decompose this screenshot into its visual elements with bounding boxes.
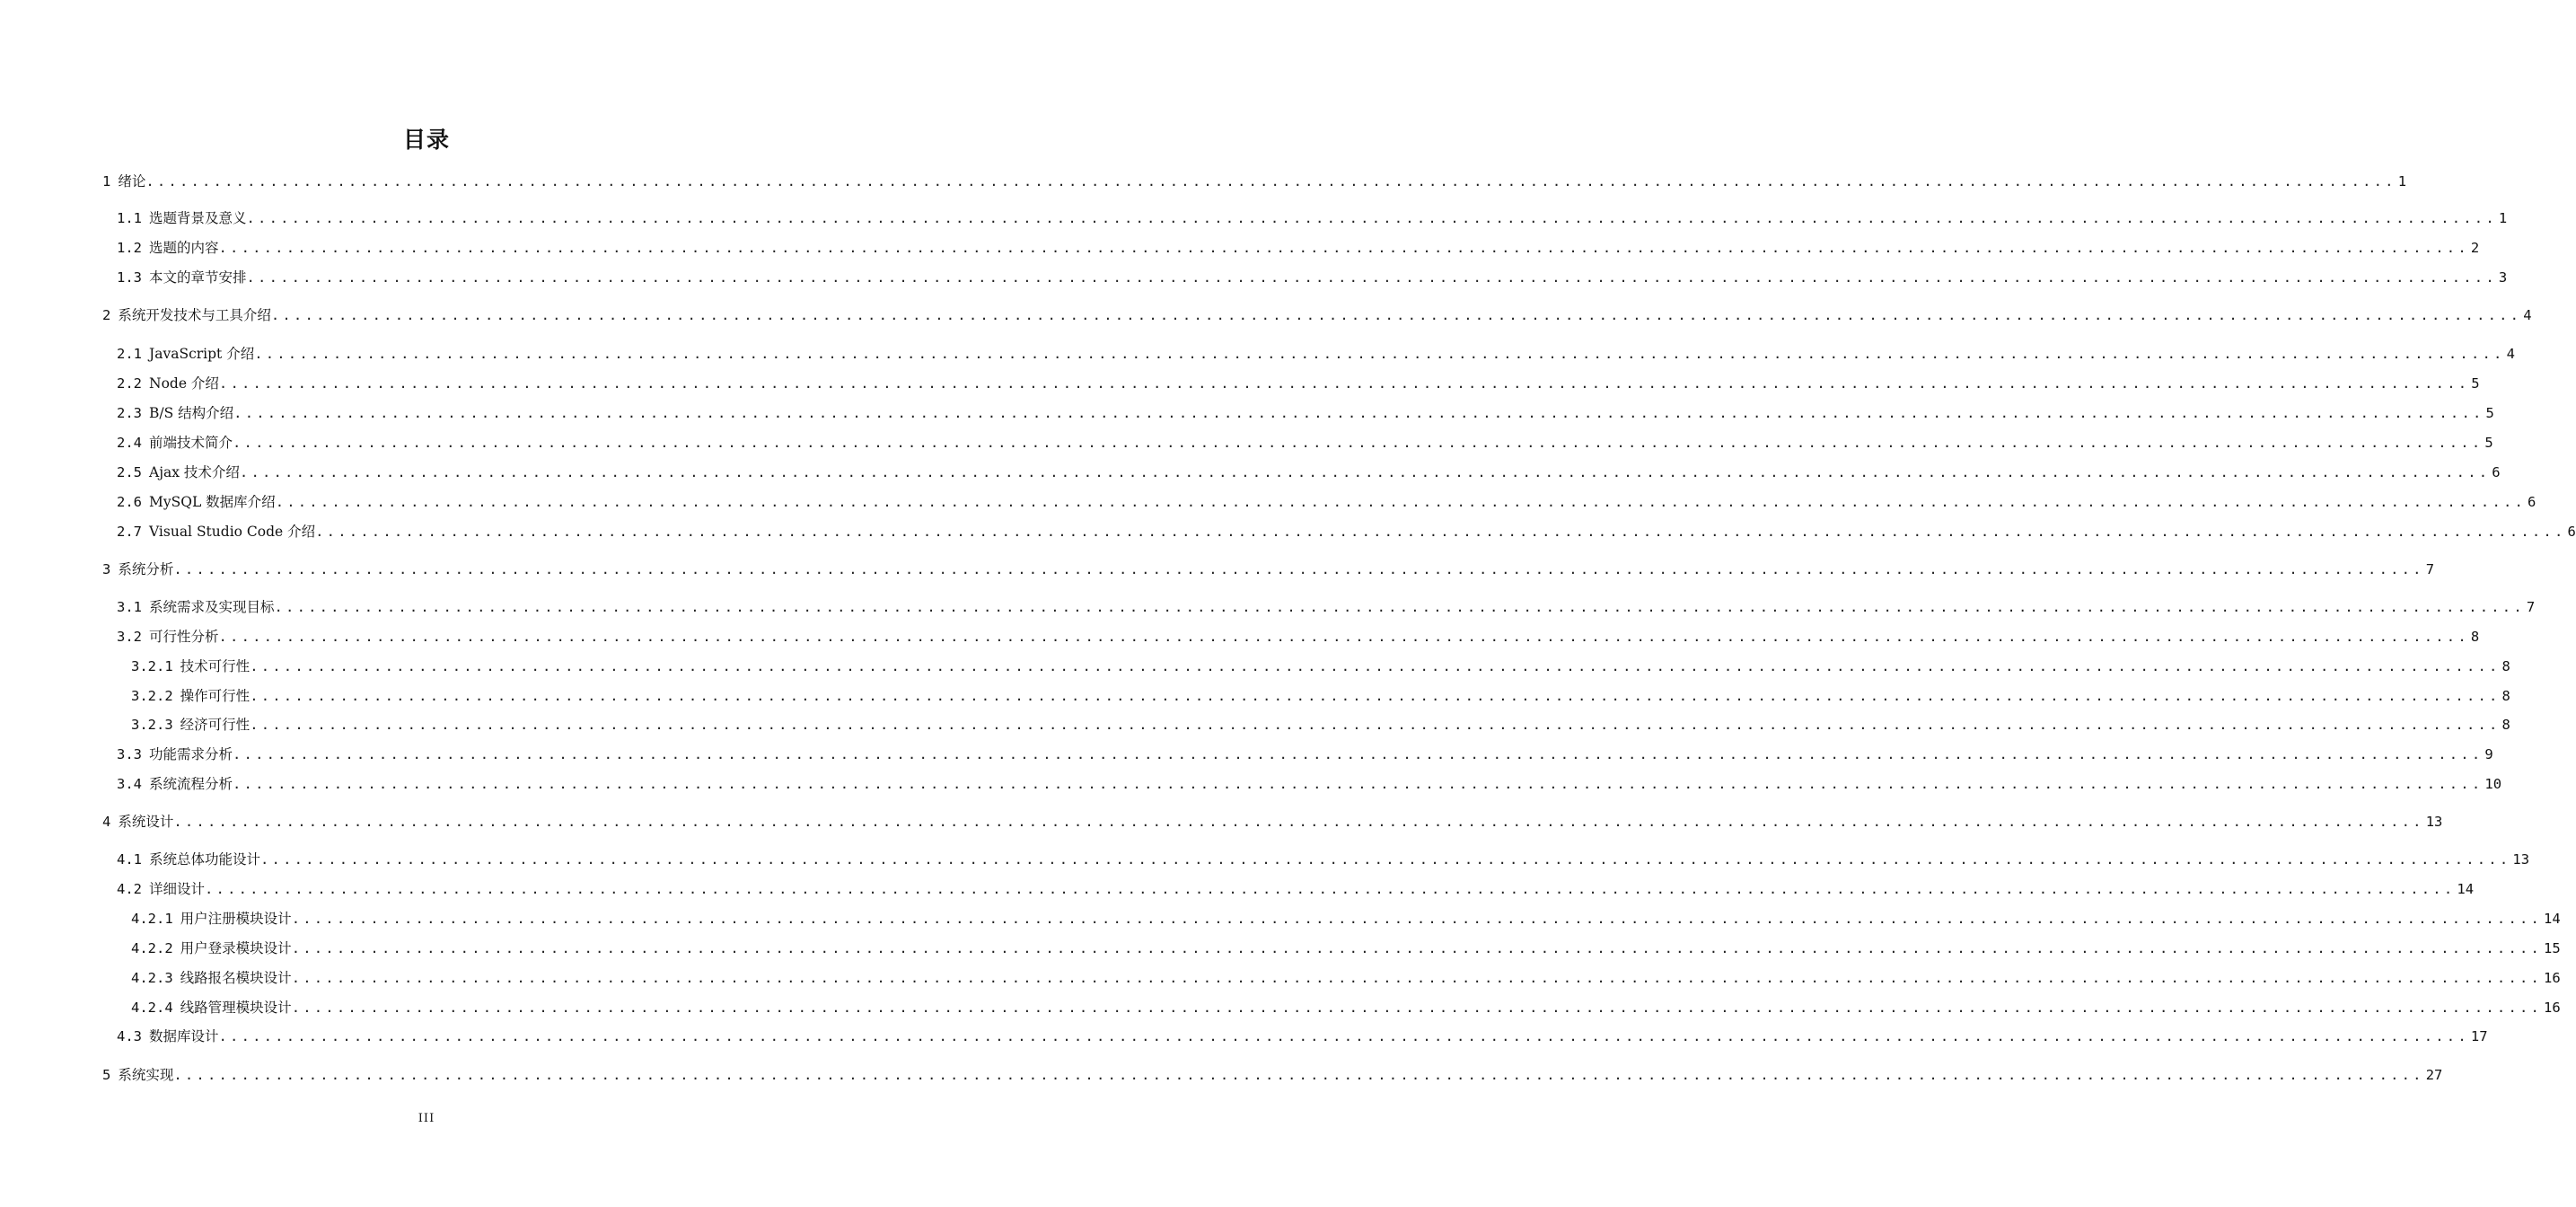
toc-leader-dots: ........................................................................................................................................................................................................ bbox=[173, 1067, 2424, 1083]
toc-leader-dots: ........................................................................................................................................................................................................ bbox=[246, 269, 2497, 286]
toc-leader-dots: ........................................................................................................................................................................................................ bbox=[145, 173, 2396, 189]
toc-entry[interactable] bbox=[102, 1065, 2443, 1085]
toc-entry-title: 可行性分析 bbox=[149, 629, 219, 645]
toc-entry-page: 16 bbox=[2544, 970, 2561, 986]
toc-entry-number: 4.2.2 bbox=[131, 940, 173, 956]
toc-entry-title: B/S 结构介绍 bbox=[149, 405, 234, 421]
toc-entry-page: 5 bbox=[2471, 375, 2480, 392]
toc-entry-page: 27 bbox=[2425, 1067, 2443, 1083]
toc-entry[interactable] bbox=[131, 909, 2561, 929]
toc-entry-title: Ajax 技术介绍 bbox=[149, 464, 240, 480]
toc-entry[interactable] bbox=[131, 938, 2561, 958]
toc-entry-page: 8 bbox=[2501, 717, 2510, 733]
toc-entry-title: 绪论 bbox=[118, 173, 146, 189]
toc-entry-title: Node 介绍 bbox=[149, 375, 219, 392]
toc-entry-page: 6 bbox=[2528, 494, 2536, 510]
toc-leader-dots: ........................................................................................................................................................................................................ bbox=[218, 629, 2469, 645]
toc-leader-dots: ........................................................................................................................................................................................................ bbox=[218, 1028, 2469, 1044]
toc-entry-page: 3 bbox=[2498, 269, 2508, 286]
toc-leader-dots: ........................................................................................................................................................................................................ bbox=[233, 405, 2484, 421]
toc-leader-dots: ........................................................................................................................................................................................................ bbox=[291, 1000, 2543, 1016]
toc-entry[interactable] bbox=[117, 238, 2480, 258]
toc-entry-page: 6 bbox=[2567, 524, 2576, 540]
toc-leader-dots: ........................................................................................................................................................................................................ bbox=[260, 851, 2511, 868]
toc-entry-title: Visual Studio Code 介绍 bbox=[149, 524, 316, 540]
toc-entry-number: 3.2 bbox=[117, 629, 142, 645]
toc-entry-title: 本文的章节安排 bbox=[149, 269, 247, 286]
toc-leader-dots: ........................................................................................................................................................................................................ bbox=[275, 494, 2527, 510]
toc-leader-dots: ........................................................................................................................................................................................................ bbox=[250, 688, 2501, 704]
toc-entry-title: 用户注册模块设计 bbox=[180, 911, 292, 927]
toc-entry-page: 17 bbox=[2470, 1028, 2488, 1044]
toc-entry-page: 9 bbox=[2484, 746, 2493, 762]
toc-entry[interactable] bbox=[117, 879, 2475, 899]
toc-entry[interactable] bbox=[131, 686, 2510, 706]
toc-entry[interactable] bbox=[117, 492, 2536, 512]
toc-entry[interactable] bbox=[117, 627, 2480, 647]
toc-entry-page: 5 bbox=[2484, 435, 2493, 451]
toc-entry-page: 4 bbox=[2506, 346, 2515, 362]
toc-entry-page: 7 bbox=[2526, 599, 2536, 615]
toc-entry[interactable] bbox=[131, 656, 2510, 676]
toc-entry-title: JavaScript 介绍 bbox=[149, 346, 255, 362]
toc-entry-number: 4.1 bbox=[117, 851, 142, 868]
toc-entry-title: 系统需求及实现目标 bbox=[149, 599, 275, 615]
toc-entry[interactable] bbox=[117, 403, 2494, 423]
toc-entry-page: 16 bbox=[2544, 1000, 2561, 1016]
toc-entry-number: 2.6 bbox=[117, 494, 142, 510]
toc-entry-number: 3.3 bbox=[117, 746, 142, 762]
toc-entry-number: 2.1 bbox=[117, 346, 142, 362]
toc-entry-number: 1.2 bbox=[117, 240, 142, 256]
toc-entry-number: 1.3 bbox=[117, 269, 142, 286]
toc-entry[interactable] bbox=[131, 998, 2561, 1018]
toc-entry-title: 系统设计 bbox=[118, 814, 174, 830]
toc-entry-page: 15 bbox=[2544, 940, 2561, 956]
toc-entry-number: 4.3 bbox=[117, 1028, 142, 1044]
toc-entry-title: 系统流程分析 bbox=[149, 776, 233, 792]
toc-leader-dots: ........................................................................................................................................................................................................ bbox=[250, 658, 2501, 674]
toc-entry-title: MySQL 数据库介绍 bbox=[149, 494, 276, 510]
toc-entry-number: 1.1 bbox=[117, 210, 142, 226]
toc-entry[interactable] bbox=[102, 172, 2407, 191]
toc-entry-number: 3.2.2 bbox=[131, 688, 173, 704]
toc-entry-number: 3.4 bbox=[117, 776, 142, 792]
toc-entry-number: 3.1 bbox=[117, 599, 142, 615]
toc-entry-title: 系统分析 bbox=[118, 561, 174, 577]
toc-entry[interactable] bbox=[131, 968, 2561, 988]
toc-leader-dots: ........................................................................................................................................................................................................ bbox=[218, 240, 2469, 256]
toc-leader-dots: ........................................................................................................................................................................................................ bbox=[205, 881, 2456, 897]
toc-leader-dots: ........................................................................................................................................................................................................ bbox=[173, 561, 2424, 577]
toc-leader-dots: ........................................................................................................................................................................................................ bbox=[239, 464, 2491, 480]
toc-entry-number: 4 bbox=[102, 814, 111, 830]
toc-entry[interactable] bbox=[117, 433, 2493, 453]
toc-entry-title: 线路报名模块设计 bbox=[180, 970, 292, 986]
toc-entry-number: 4.2 bbox=[117, 881, 142, 897]
toc-entry-title: 用户登录模块设计 bbox=[180, 940, 292, 956]
toc-entry-page: 8 bbox=[2470, 629, 2480, 645]
toc-entry-title: 选题背景及意义 bbox=[149, 210, 247, 226]
toc-leader-dots: ........................................................................................................................................................................................................ bbox=[274, 599, 2525, 615]
toc-entry-page: 13 bbox=[2425, 814, 2443, 830]
toc-entry-number: 3 bbox=[102, 561, 111, 577]
toc-entry[interactable] bbox=[117, 522, 2576, 542]
toc-entry-number: 1 bbox=[102, 173, 111, 189]
toc-entry-title: 数据库设计 bbox=[149, 1028, 219, 1044]
toc-entry[interactable] bbox=[117, 208, 2508, 228]
toc-entry[interactable] bbox=[117, 744, 2493, 764]
toc-entry[interactable] bbox=[102, 812, 2443, 832]
toc-entry-page: 10 bbox=[2484, 776, 2502, 792]
toc-entry-title: 选题的内容 bbox=[149, 240, 219, 256]
toc-entry[interactable] bbox=[131, 715, 2510, 735]
toc-entry-title: 功能需求分析 bbox=[149, 746, 233, 762]
toc-entry-title: 操作可行性 bbox=[180, 688, 251, 704]
toc-leader-dots: ........................................................................................................................................................................................................ bbox=[291, 940, 2543, 956]
toc-entry-number: 4.2.4 bbox=[131, 1000, 173, 1016]
toc-leader-dots: ........................................................................................................................................................................................................ bbox=[246, 210, 2497, 226]
toc-entry[interactable] bbox=[117, 344, 2515, 364]
toc-entry[interactable] bbox=[117, 463, 2501, 482]
toc-entry[interactable] bbox=[117, 268, 2508, 287]
toc-entry-title: 技术可行性 bbox=[180, 658, 251, 674]
toc-entry-page: 1 bbox=[2498, 210, 2508, 226]
toc-entry-title: 详细设计 bbox=[149, 881, 206, 897]
toc-entry-page: 5 bbox=[2485, 405, 2494, 421]
toc-entry-number: 2.5 bbox=[117, 464, 142, 480]
toc-entry-page: 2 bbox=[2470, 240, 2480, 256]
toc-entry-number: 5 bbox=[102, 1067, 111, 1083]
toc-leader-dots: ........................................................................................................................................................................................................ bbox=[291, 911, 2543, 927]
toc-leader-dots: ........................................................................................................................................................................................................ bbox=[291, 970, 2543, 986]
toc-entry[interactable] bbox=[117, 850, 2530, 869]
toc-entry-page: 4 bbox=[2523, 307, 2532, 323]
toc-entry-page: 8 bbox=[2501, 658, 2510, 674]
toc-leader-dots: ........................................................................................................................................................................................................ bbox=[254, 346, 2505, 362]
toc-leader-dots: ........................................................................................................................................................................................................ bbox=[250, 717, 2501, 733]
toc-title: 目录 bbox=[402, 127, 450, 153]
toc-entry-number: 2 bbox=[102, 307, 111, 323]
toc-entry[interactable] bbox=[117, 597, 2536, 617]
toc-leader-dots: ........................................................................................................................................................................................................ bbox=[173, 814, 2424, 830]
toc-entry[interactable] bbox=[117, 774, 2502, 794]
toc-entry-page: 13 bbox=[2512, 851, 2530, 868]
toc-entry-page: 1 bbox=[2397, 173, 2407, 189]
toc-entry-number: 2.7 bbox=[117, 524, 142, 540]
toc-leader-dots: ........................................................................................................................................................................................................ bbox=[270, 307, 2522, 323]
toc-entry-page: 6 bbox=[2492, 464, 2501, 480]
toc-entry[interactable] bbox=[117, 1026, 2488, 1046]
toc-entry-page: 14 bbox=[2544, 911, 2561, 927]
toc-leader-dots: ........................................................................................................................................................................................................ bbox=[218, 375, 2470, 392]
toc-entry-number: 4.2.1 bbox=[131, 911, 173, 927]
toc-entry-number: 2.4 bbox=[117, 435, 142, 451]
toc-entry-title: 系统实现 bbox=[118, 1067, 174, 1083]
toc-entry-page: 7 bbox=[2425, 561, 2435, 577]
toc-leader-dots: ........................................................................................................................................................................................................ bbox=[315, 524, 2566, 540]
toc-entry-number: 2.3 bbox=[117, 405, 142, 421]
toc-entry[interactable] bbox=[102, 305, 2532, 325]
toc-entry-number: 2.2 bbox=[117, 375, 142, 392]
toc-entry-number: 3.2.3 bbox=[131, 717, 173, 733]
toc-entry-page: 8 bbox=[2501, 688, 2510, 704]
toc-entry-title: 前端技术简介 bbox=[149, 435, 233, 451]
toc-entry[interactable] bbox=[102, 559, 2435, 579]
toc-entry[interactable] bbox=[117, 374, 2480, 393]
toc-entry-title: 系统总体功能设计 bbox=[149, 851, 261, 868]
toc-leader-dots: ........................................................................................................................................................................................................ bbox=[233, 435, 2484, 451]
toc-entry-page: 14 bbox=[2457, 881, 2475, 897]
toc-entry-title: 经济可行性 bbox=[180, 717, 251, 733]
toc-leader-dots: ........................................................................................................................................................................................................ bbox=[233, 776, 2484, 792]
toc-entry-title: 线路管理模块设计 bbox=[180, 1000, 292, 1016]
toc-entry-number: 4.2.3 bbox=[131, 970, 173, 986]
page-number: III bbox=[418, 1112, 435, 1125]
toc-leader-dots: ........................................................................................................................................................................................................ bbox=[233, 746, 2484, 762]
toc-entry-number: 3.2.1 bbox=[131, 658, 173, 674]
toc-entry-title: 系统开发技术与工具介绍 bbox=[118, 307, 271, 323]
